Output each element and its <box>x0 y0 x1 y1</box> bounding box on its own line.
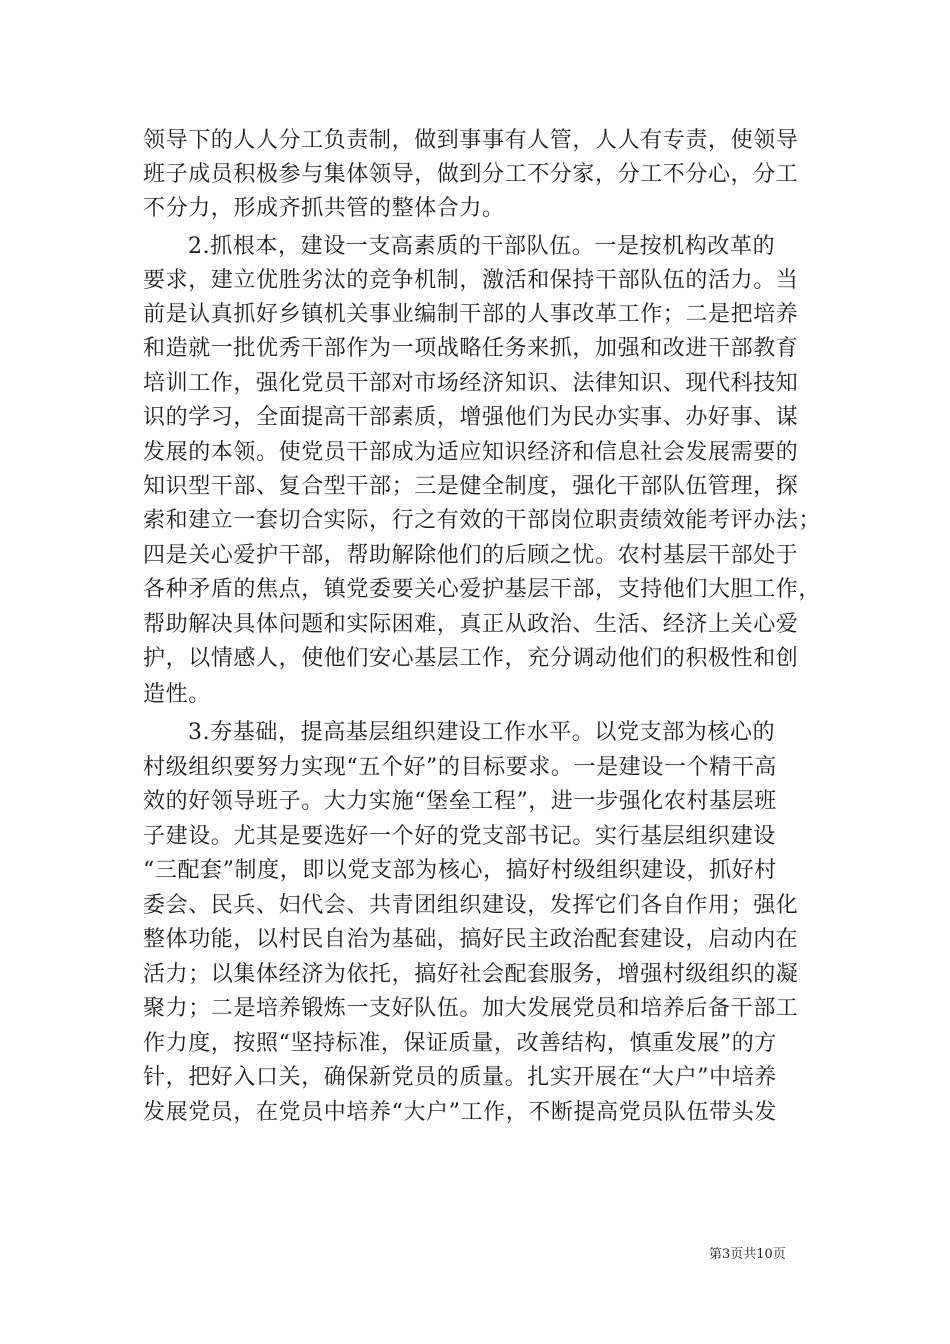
text-line: 造性。 <box>143 682 211 707</box>
paragraph-heading-line: 3.夯基础，提高基层组织建设工作水平。以党支部为核心的 <box>188 720 776 745</box>
text-line: 委会、民兵、妇代会、共青团组织建设，发挥它们各自作用；强化 <box>143 893 799 918</box>
text-line: 前是认真抓好乡镇机关事业编制干部的人事改革工作；二是把培养 <box>143 302 799 327</box>
text-line: 活力；以集体经济为依托，搞好社会配套服务，增强村级组织的凝 <box>143 962 799 987</box>
text-line: 要求，建立优胜劣汰的竞争机制，激活和保持干部队伍的活力。当 <box>143 268 799 293</box>
paragraph-heading-line: 2.抓根本，建设一支高素质的干部队伍。一是按机构改革的 <box>188 234 776 259</box>
text-line: 和造就一批优秀干部作为一项战略任务来抓，加强和改进干部教育 <box>143 336 799 361</box>
text-line: 索和建立一套切合实际，行之有效的干部岗位职责绩效能考评办法； <box>143 508 822 533</box>
text-line: 不分力，形成齐抓共管的整体合力。 <box>143 196 505 221</box>
text-line: 护，以情感人，使他们安心基层工作，充分调动他们的积极性和创 <box>143 646 799 671</box>
text-line: 帮助解决具体问题和实际困难，真正从政治、生活、经济上关心爱 <box>143 612 799 637</box>
text-line: 各种矛盾的焦点，镇党委要关心爱护基层干部，支持他们大胆工作， <box>143 577 822 602</box>
text-line: “三配套”制度，即以党支部为核心，搞好村级组织建设，抓好村 <box>143 858 777 883</box>
text-line: 作力度，按照“坚持标准，保证质量，改善结构，慎重发展”的方 <box>143 1031 777 1056</box>
text-line: 效的好领导班子。大力实施“堡垒工程”，进一步强化农村基层班 <box>143 789 777 814</box>
text-line: 针，把好入口关，确保新党员的质量。扎实开展在“大户”中培养 <box>143 1065 777 1090</box>
page-number: 第3页共10页 <box>709 1247 786 1262</box>
text-line: 发展的本领。使党员干部成为适应知识经济和信息社会发展需要的 <box>143 440 799 465</box>
text-line: 班子成员积极参与集体领导，做到分工不分家，分工不分心，分工 <box>143 162 799 187</box>
text-line: 发展党员，在党员中培养“大户”工作，不断提高党员队伍带头发 <box>143 1100 777 1125</box>
text-line: 领导下的人人分工负责制，做到事事有人管，人人有专责，使领导 <box>143 128 799 153</box>
text-line: 培训工作，强化党员干部对市场经济知识、法律知识、现代科技知 <box>143 371 799 396</box>
text-line: 识的学习，全面提高干部素质，增强他们为民办实事、办好事、谋 <box>143 405 799 430</box>
text-line: 整体功能，以村民自治为基础，搞好民主政治配套建设，启动内在 <box>143 927 799 952</box>
text-line: 聚力；二是培养锻炼一支好队伍。加大发展党员和培养后备干部工 <box>143 996 799 1021</box>
text-line: 知识型干部、复合型干部；三是健全制度，强化干部队伍管理，探 <box>143 474 799 499</box>
text-line: 村级组织要努力实现“五个好”的目标要求。一是建设一个精干高 <box>143 755 777 780</box>
text-line: 子建设。尤其是要选好一个好的党支部书记。实行基层组织建设 <box>143 824 776 849</box>
text-line: 四是关心爱护干部，帮助解除他们的后顾之忧。农村基层干部处于 <box>143 543 799 568</box>
